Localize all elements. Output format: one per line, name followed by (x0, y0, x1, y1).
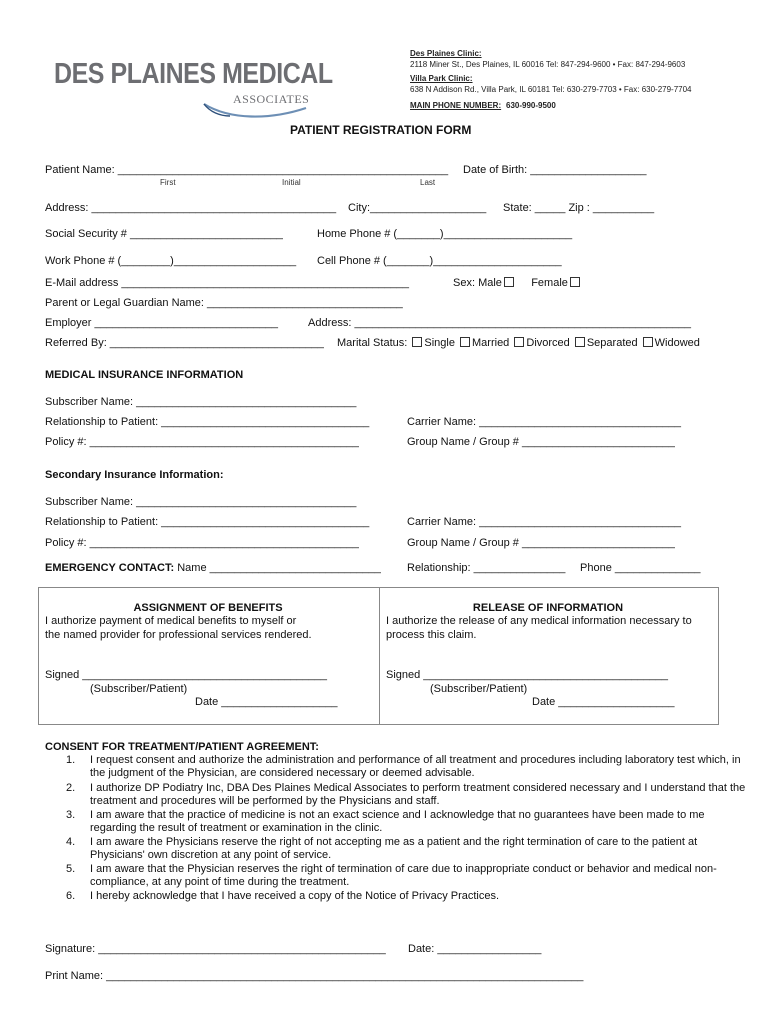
emergency-phone-field[interactable]: Phone ______________ (580, 562, 701, 574)
consent-number: 4. (66, 836, 76, 848)
state-zip-field[interactable]: State: _____ Zip : __________ (503, 202, 655, 214)
logo-subtext: ASSOCIATES (233, 92, 310, 106)
city-field[interactable]: City:___________________ (348, 202, 487, 214)
first-caption: First (160, 178, 176, 187)
widowed-label: Widowed (654, 337, 700, 349)
married-label: Married (472, 337, 510, 349)
release-line1: I authorize the release of any medical information necessary to (386, 615, 692, 627)
dob-field[interactable]: Date of Birth: ___________________ (463, 164, 647, 176)
patient-name-field[interactable]: Patient Name: ______________________________________________________ (45, 164, 449, 176)
sex-male-label: Sex: Male (453, 277, 502, 289)
female-checkbox[interactable] (570, 277, 580, 287)
secondary-heading: Secondary Insurance Information: (45, 469, 224, 481)
initial-caption: Initial (282, 178, 301, 187)
assignment-signed-field[interactable]: Signed ________________________________________ (45, 669, 328, 681)
widowed-checkbox[interactable] (643, 337, 653, 347)
home-phone-field[interactable]: Home Phone # (_______)_____________________ (317, 228, 573, 240)
signature-field[interactable]: Signature: _______________________________________________ (45, 943, 386, 955)
release-title: RELEASE OF INFORMATION (472, 602, 624, 614)
clinic2-address: 638 N Addison Rd., Villa Park, IL 60181 Tel: 630-279-7703 • Fax: 630-279-7704 (410, 85, 692, 94)
clinic2-label: Villa Park Clinic: (410, 74, 473, 83)
marital-status-group (337, 337, 700, 349)
divorced-checkbox[interactable] (514, 337, 524, 347)
carrier-field[interactable]: Carrier Name: _________________________________ (407, 416, 682, 428)
employer-field[interactable]: Employer ______________________________ (45, 317, 279, 329)
separated-checkbox[interactable] (575, 337, 585, 347)
last-caption: Last (420, 178, 436, 187)
cell-phone-field[interactable]: Cell Phone # (_______)_____________________ (317, 255, 562, 267)
emergency-contact-row (45, 562, 381, 574)
separated-label: Separated (586, 337, 638, 349)
release-date-field[interactable]: Date ___________________ (532, 696, 675, 708)
clinic1-address: 2118 Miner St., Des Plaines, IL 60016 Tel: 847-294-9600 • Fax: 847-294-9603 (410, 60, 686, 69)
consent-heading: CONSENT FOR TREATMENT/PATIENT AGREEMENT: (45, 741, 319, 753)
single-label: Single (424, 337, 455, 349)
consent-number: 5. (66, 863, 76, 875)
release-signed-field[interactable]: Signed ________________________________________ (386, 669, 669, 681)
signature-date-field[interactable]: Date: _________________ (408, 943, 542, 955)
email-field[interactable]: E-Mail address _______________________________________________ (45, 277, 409, 289)
ssn-field[interactable]: Social Security # _________________________ (45, 228, 283, 240)
consent-list (66, 754, 746, 914)
assignment-line2: the named provider for professional services rendered. (45, 629, 312, 641)
consent-item (66, 863, 746, 890)
insurance-heading: MEDICAL INSURANCE INFORMATION (45, 369, 244, 381)
print-name-field[interactable]: Print Name: ______________________________________________________________________________ (45, 970, 584, 982)
emergency-name-field[interactable]: Name ____________________________ (177, 562, 381, 574)
secondary-subscriber-field[interactable]: Subscriber Name: ____________________________________ (45, 496, 357, 508)
consent-item (66, 836, 746, 863)
consent-number: 3. (66, 809, 76, 821)
female-label: Female (531, 277, 568, 289)
referred-by-field[interactable]: Referred By: ___________________________________ (45, 337, 324, 349)
male-checkbox[interactable] (504, 277, 514, 287)
consent-item (66, 809, 746, 836)
consent-text: I am aware that the practice of medicine is not an exact science and I acknowledge that no guarantees have been made to me regarding the result of treatment or examination in the clinic. (90, 809, 705, 834)
consent-number: 2. (66, 782, 76, 794)
consent-text: I hereby acknowledge that I have received a copy of the Notice of Privacy Practices. (90, 890, 500, 902)
consent-text: I am aware the Physicians reserve the right of not accepting me as a patient and the right termination of care to the patient at Physicians' own discretion at any point of service. (90, 836, 698, 861)
logo-swoosh-icon (200, 98, 310, 122)
main-phone: 630-990-9500 (506, 101, 556, 110)
assignment-date-field[interactable]: Date ___________________ (195, 696, 338, 708)
consent-text: I am aware that the Physician reserves the right of termination of care due to inappropriate conduct or behavior and medical non-compliance, at any point of time during the treatment. (90, 863, 717, 888)
consent-number: 1. (66, 754, 76, 766)
relationship-field[interactable]: Relationship to Patient: __________________________________ (45, 416, 370, 428)
consent-item (66, 754, 746, 781)
consent-text: I request consent and authorize the administration and performance of all treatment and procedures including laboratory test which, in the judgment of the Physician, are considered necessary or deemed advisable. (90, 754, 741, 779)
assignment-title: ASSIGNMENT OF BENEFITS (133, 602, 283, 614)
assignment-subscriber-caption: (Subscriber/Patient) (90, 683, 188, 695)
sex-group (453, 277, 582, 289)
assignment-line1: I authorize payment of medical benefits to myself or (45, 615, 297, 627)
secondary-group-field[interactable]: Group Name / Group # _________________________ (407, 537, 675, 549)
employer-address-field[interactable]: Address: _______________________________________________________ (308, 317, 691, 329)
secondary-policy-field[interactable]: Policy #: ____________________________________________ (45, 537, 359, 549)
single-checkbox[interactable] (412, 337, 422, 347)
emergency-label: EMERGENCY CONTACT: (45, 562, 175, 574)
subscriber-field[interactable]: Subscriber Name: ____________________________________ (45, 396, 357, 408)
policy-field[interactable]: Policy #: ____________________________________________ (45, 436, 359, 448)
logo-text: DES PLAINES MEDICAL (54, 58, 333, 90)
work-phone-field[interactable]: Work Phone # (________)____________________ (45, 255, 297, 267)
consent-item (66, 890, 746, 904)
clinic1-label: Des Plaines Clinic: (410, 49, 482, 58)
consent-item (66, 782, 746, 809)
main-phone-label: MAIN PHONE NUMBER: (410, 101, 502, 110)
group-field[interactable]: Group Name / Group # _________________________ (407, 436, 675, 448)
divorced-label: Divorced (526, 337, 570, 349)
consent-text: I authorize DP Podiatry Inc, DBA Des Plaines Medical Associates to perform treatment considered necessary and I understand that the treatment and procedures will be performed by the Physicians and staff. (90, 782, 746, 807)
guardian-field[interactable]: Parent or Legal Guardian Name: ________________________________ (45, 297, 403, 309)
emergency-relationship-field[interactable]: Relationship: _______________ (407, 562, 566, 574)
married-checkbox[interactable] (460, 337, 470, 347)
form-title: PATIENT REGISTRATION FORM (290, 123, 472, 137)
marital-label: Marital Status: (337, 337, 408, 349)
secondary-relationship-field[interactable]: Relationship to Patient: __________________________________ (45, 516, 370, 528)
release-line2: process this claim. (386, 629, 477, 641)
release-subscriber-caption: (Subscriber/Patient) (430, 683, 528, 695)
secondary-carrier-field[interactable]: Carrier Name: _________________________________ (407, 516, 682, 528)
consent-number: 6. (66, 890, 76, 902)
address-field[interactable]: Address: ________________________________________ (45, 202, 337, 214)
